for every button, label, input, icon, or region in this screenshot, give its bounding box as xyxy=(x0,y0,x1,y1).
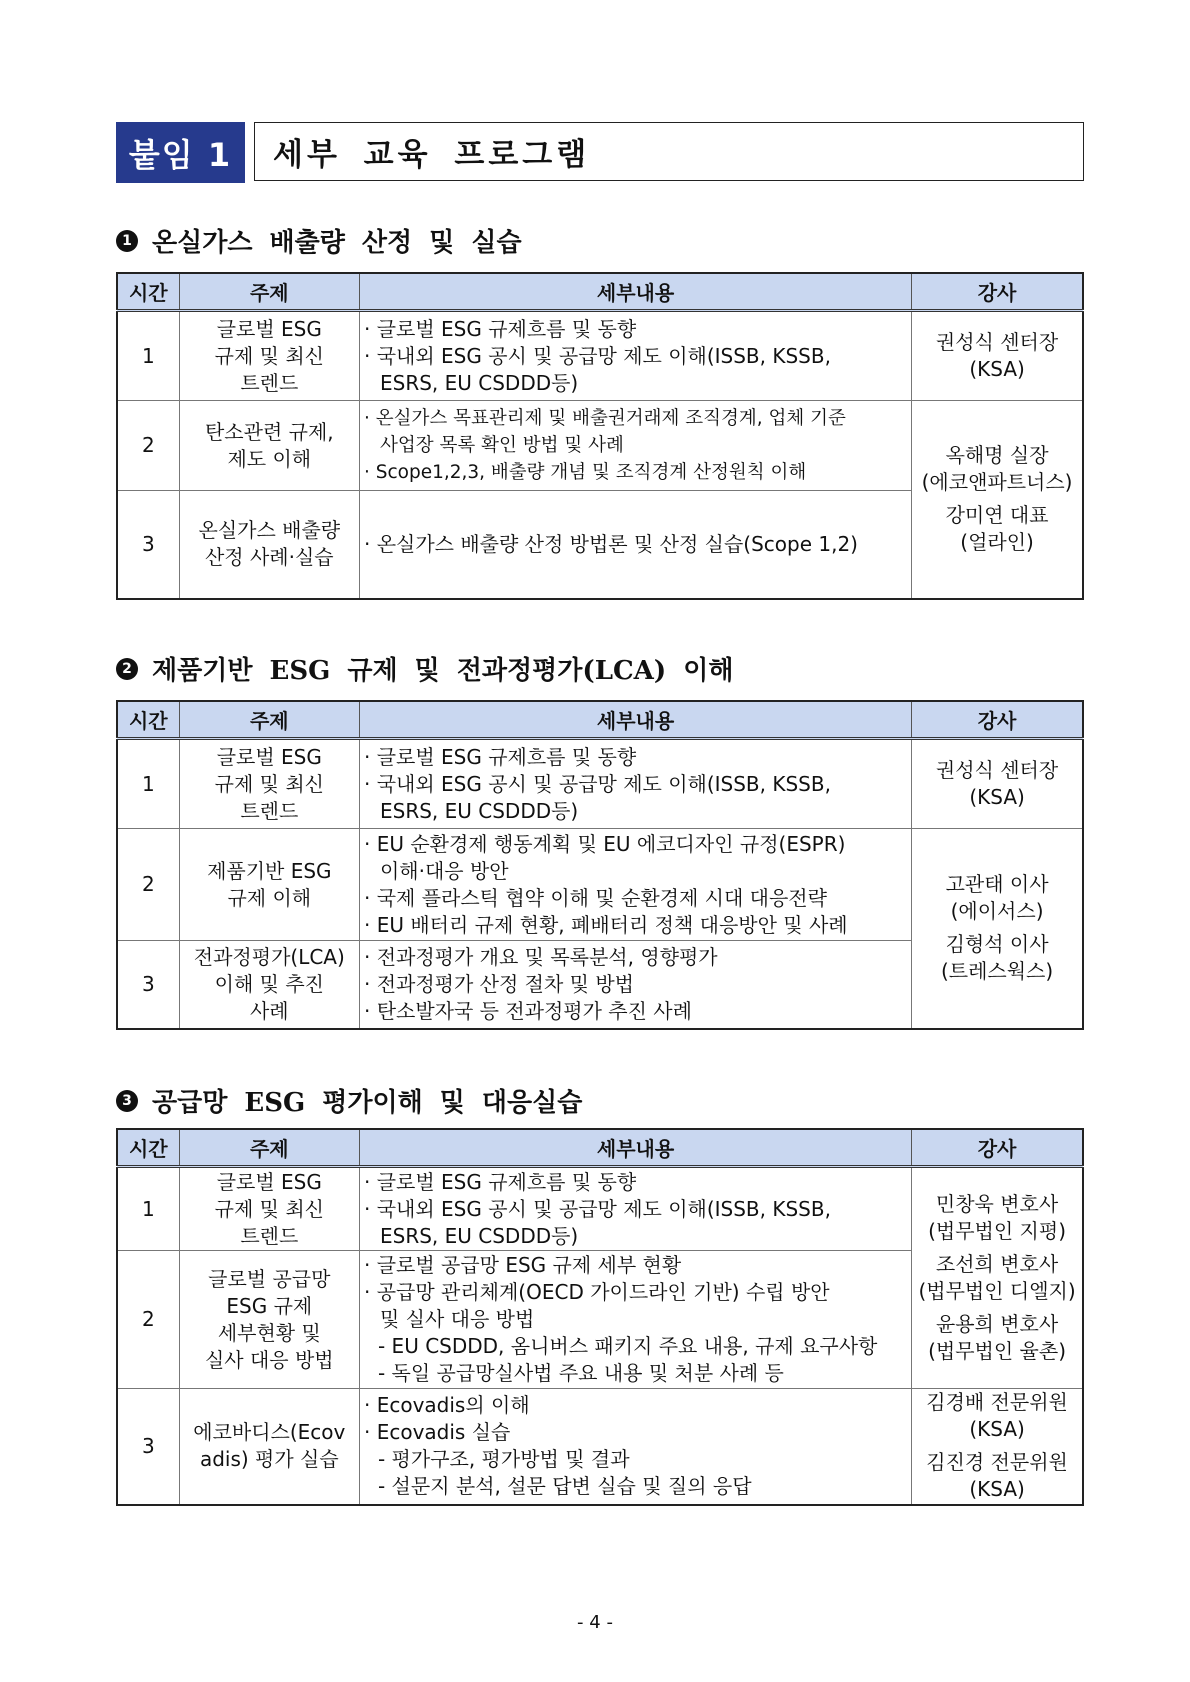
program-table-3 xyxy=(116,1128,1084,1506)
instructor-line: 김진경 전문위원 xyxy=(926,1450,1068,1475)
details-cell xyxy=(359,311,911,401)
time-cell: 3 xyxy=(117,1389,179,1505)
topic-line: 글로벌 ESG xyxy=(216,1169,322,1194)
topic-line: 트렌드 xyxy=(240,370,299,395)
table-row xyxy=(117,1389,1083,1505)
instructor-line: (트레스웍스) xyxy=(940,959,1054,984)
details-cell xyxy=(359,1251,911,1389)
detail-line: · 글로벌 공급망 ESG 규제 세부 현황 xyxy=(363,1253,682,1277)
topic-line: 제품기반 ESG xyxy=(207,858,332,883)
instructor-line: (법무법인 율촌) xyxy=(928,1339,1066,1363)
instructor-cell xyxy=(912,829,1083,1029)
topic-line: 글로벌 공급망 xyxy=(208,1266,331,1291)
section-2-title xyxy=(116,650,733,687)
instructor-line: 권성식 센터장 xyxy=(935,330,1059,354)
details-cell xyxy=(359,401,911,491)
topic-line: 제도 이해 xyxy=(227,446,312,471)
topic-line: 글로벌 ESG xyxy=(216,316,322,341)
instructor-cell xyxy=(912,739,1083,829)
topic-cell xyxy=(179,829,359,941)
instructor-line: (법무법인 지평) xyxy=(928,1219,1066,1243)
instructor-line: (법무법인 디엘지) xyxy=(918,1279,1076,1303)
topic-line: 규제 및 최신 xyxy=(214,771,324,796)
attachment-header xyxy=(116,122,1086,183)
time-cell: 1 xyxy=(117,739,179,829)
program-table-2 xyxy=(116,700,1084,1030)
details-cell xyxy=(359,1389,911,1505)
topic-line: 산정 사례·실습 xyxy=(204,545,334,570)
detail-line: · 온실가스 목표관리제 및 배출권거래제 조직경계, 업체 기준 xyxy=(363,408,846,429)
page-title: 세부 교육 프로그램 xyxy=(254,122,1084,181)
detail-line: - 평가구조, 평가방법 및 결과 xyxy=(377,1447,630,1472)
time-cell: 2 xyxy=(117,401,179,491)
instructor-line: (KSA) xyxy=(969,785,1025,809)
time-cell: 3 xyxy=(117,941,179,1029)
col-header-details: 세부내용 xyxy=(359,701,911,739)
detail-line: · 글로벌 ESG 규제흐름 및 동향 xyxy=(363,744,637,769)
col-header-time: 시간 xyxy=(117,701,179,739)
detail-line: · 온실가스 배출량 산정 방법론 및 산정 실습(Scope 1,2) xyxy=(363,531,858,556)
instructor-line: (얼라인) xyxy=(960,530,1034,555)
detail-line: - 독일 공급망실사법 주요 내용 및 처분 사례 등 xyxy=(377,1361,784,1385)
col-header-time: 시간 xyxy=(117,1129,179,1167)
detail-line: ESRS, EU CSDDD등) xyxy=(379,370,579,395)
topic-line: 에코바디스(Ecov xyxy=(193,1420,346,1445)
details-cell xyxy=(359,739,911,829)
col-header-details: 세부내용 xyxy=(359,273,911,311)
details-cell xyxy=(359,829,911,941)
instructor-line: 민창욱 변호사 xyxy=(935,1192,1059,1216)
topic-cell xyxy=(179,1251,359,1389)
topic-cell xyxy=(179,311,359,401)
table-header-row xyxy=(117,701,1083,739)
instructor-line: (KSA) xyxy=(969,1417,1025,1442)
details-cell xyxy=(359,491,911,599)
instructor-cell xyxy=(912,401,1083,599)
col-header-details: 세부내용 xyxy=(359,1129,911,1167)
table-row xyxy=(117,311,1083,401)
detail-line: - EU CSDDD, 옴니버스 패키지 주요 내용, 규제 요구사항 xyxy=(377,1334,878,1358)
detail-line: ESRS, EU CSDDD등) xyxy=(379,798,579,823)
instructor-line: (KSA) xyxy=(969,357,1025,381)
instructor-line: 강미연 대표 xyxy=(945,503,1049,528)
detail-line: · 국제 플라스틱 협약 이해 및 순환경제 시대 대응전략 xyxy=(363,885,827,910)
detail-line: 사업장 목록 확인 방법 및 사례 xyxy=(379,435,624,456)
detail-line: ESRS, EU CSDDD등) xyxy=(379,1223,579,1248)
instructor-cell xyxy=(912,1389,1083,1505)
table-header-row xyxy=(117,273,1083,311)
topic-line: 규제 및 최신 xyxy=(214,343,324,368)
detail-line: 및 실사 대응 방법 xyxy=(379,1307,535,1331)
detail-line: · 국내외 ESG 공시 및 공급망 제도 이해(ISSB, KSSB, xyxy=(363,771,831,796)
topic-cell xyxy=(179,739,359,829)
col-header-topic: 주제 xyxy=(179,273,359,311)
detail-line: · 글로벌 ESG 규제흐름 및 동향 xyxy=(363,1169,637,1194)
time-cell: 2 xyxy=(117,829,179,941)
topic-cell xyxy=(179,491,359,599)
detail-line: · EU 배터리 규제 현황, 폐배터리 정책 대응방안 및 사례 xyxy=(363,912,848,937)
detail-line: · Ecovadis의 이해 xyxy=(363,1393,530,1418)
instructor-line: 김경배 전문위원 xyxy=(926,1390,1068,1415)
time-cell: 2 xyxy=(117,1251,179,1389)
detail-line: · 전과정평가 개요 및 목록분석, 영향평가 xyxy=(363,944,718,969)
instructor-line: 옥해명 실장 xyxy=(945,443,1049,468)
instructor-line: (에코앤파트너스) xyxy=(921,470,1073,495)
detail-line: · 전과정평가 산정 절차 및 방법 xyxy=(363,971,634,996)
topic-line: 규제 이해 xyxy=(227,885,312,910)
topic-line: 트렌드 xyxy=(240,798,299,823)
page-number: - 4 - xyxy=(577,1612,613,1633)
attachment-badge: 붙임 1 xyxy=(116,122,245,183)
instructor-line: 고관태 이사 xyxy=(945,872,1049,897)
details-cell xyxy=(359,1167,911,1251)
detail-line: · 글로벌 ESG 규제흐름 및 동향 xyxy=(363,316,637,341)
instructor-line: 조선희 변호사 xyxy=(935,1252,1059,1276)
instructor-line: (에이서스) xyxy=(950,899,1044,924)
topic-line: 규제 및 최신 xyxy=(214,1196,324,1221)
detail-line: · Ecovadis 실습 xyxy=(363,1420,511,1445)
instructor-cell xyxy=(912,311,1083,401)
col-header-topic: 주제 xyxy=(179,701,359,739)
section-number-icon: 3 xyxy=(116,1090,138,1112)
instructor-line: 권성식 센터장 xyxy=(935,758,1059,782)
instructor-line: 김형석 이사 xyxy=(945,932,1049,957)
topic-line: 이해 및 추진 xyxy=(214,971,324,996)
detail-line: · 국내외 ESG 공시 및 공급망 제도 이해(ISSB, KSSB, xyxy=(363,1196,831,1221)
time-cell: 1 xyxy=(117,311,179,401)
table-row xyxy=(117,401,1083,491)
table-row xyxy=(117,829,1083,941)
col-header-instructor: 강사 xyxy=(912,1129,1083,1167)
details-cell xyxy=(359,941,911,1029)
topic-line: 세부현황 및 xyxy=(217,1320,321,1345)
detail-line: · 공급망 관리체계(OECD 가이드라인 기반) 수립 방안 xyxy=(363,1280,830,1304)
table-header-row xyxy=(117,1129,1083,1167)
topic-cell xyxy=(179,1389,359,1505)
section-title-text: 온실가스 배출량 산정 및 실습 xyxy=(152,228,522,258)
section-number-icon: 2 xyxy=(116,658,138,680)
instructor-line: 윤용희 변호사 xyxy=(935,1312,1059,1336)
topic-cell xyxy=(179,401,359,491)
detail-line: · Scope1,2,3, 배출량 개념 및 조직경계 산정원칙 이해 xyxy=(363,462,807,483)
col-header-instructor: 강사 xyxy=(912,701,1083,739)
time-cell: 1 xyxy=(117,1167,179,1251)
section-title-text: 공급망 ESG 평가이해 및 대응실습 xyxy=(152,1088,583,1118)
topic-line: 전과정평가(LCA) xyxy=(193,944,345,969)
col-header-topic: 주제 xyxy=(179,1129,359,1167)
topic-line: ESG 규제 xyxy=(226,1293,313,1318)
program-table-1 xyxy=(116,272,1084,600)
col-header-instructor: 강사 xyxy=(912,273,1083,311)
section-title-text: 제품기반 ESG 규제 및 전과정평가(LCA) 이해 xyxy=(152,656,734,686)
section-3-title xyxy=(116,1082,582,1119)
time-cell: 3 xyxy=(117,491,179,599)
topic-line: 탄소관련 규제, xyxy=(204,419,334,444)
detail-line: · 국내외 ESG 공시 및 공급망 제도 이해(ISSB, KSSB, xyxy=(363,343,831,368)
topic-line: 실사 대응 방법 xyxy=(204,1347,334,1372)
instructor-cell xyxy=(912,1167,1083,1389)
detail-line: · EU 순환경제 행동계획 및 EU 에코디자인 규정(ESPR) xyxy=(363,831,846,856)
topic-line: 사례 xyxy=(249,998,289,1023)
detail-line: · 탄소발자국 등 전과정평가 추진 사례 xyxy=(363,998,692,1023)
section-number-icon: 1 xyxy=(116,230,138,252)
detail-line: 이해·대응 방안 xyxy=(379,858,509,883)
section-1-title xyxy=(116,222,522,259)
table-row xyxy=(117,1167,1083,1251)
detail-line: - 설문지 분석, 설문 답변 실습 및 질의 응답 xyxy=(377,1474,752,1499)
table-row xyxy=(117,739,1083,829)
col-header-time: 시간 xyxy=(117,273,179,311)
topic-line: adis) 평가 실습 xyxy=(199,1447,339,1472)
topic-cell xyxy=(179,1167,359,1251)
instructor-line: (KSA) xyxy=(969,1477,1025,1502)
topic-line: 트렌드 xyxy=(240,1223,299,1248)
topic-line: 온실가스 배출량 xyxy=(198,518,341,543)
topic-cell xyxy=(179,941,359,1029)
topic-line: 글로벌 ESG xyxy=(216,744,322,769)
